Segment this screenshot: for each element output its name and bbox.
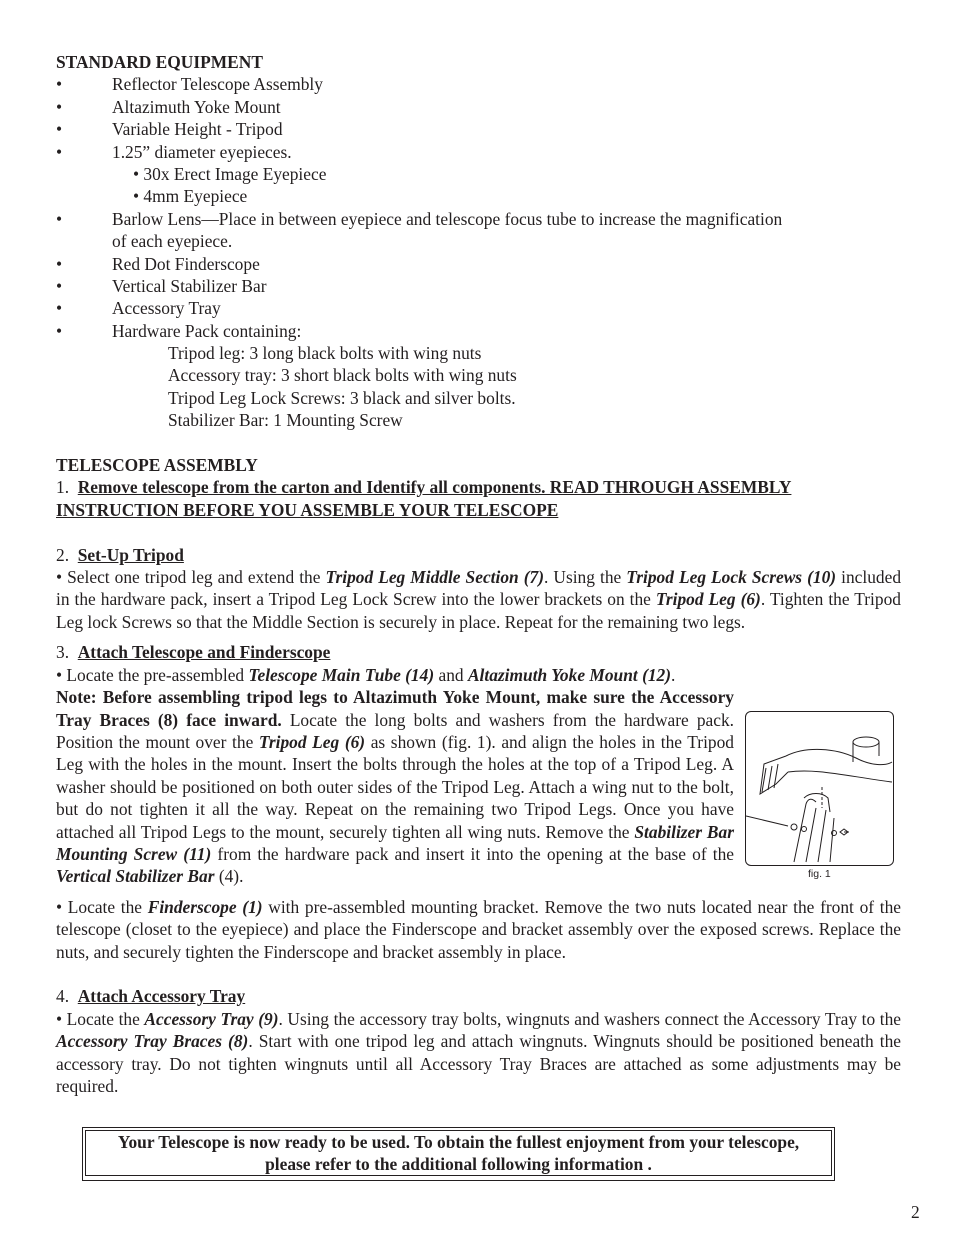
list-item: • Barlow Lens—Place in between eyepiece and telescope focus tube to increase the magnification [56, 208, 783, 229]
list-item: • 1.25” diameter eyepieces. [56, 141, 292, 162]
standard-equipment-heading: STANDARD EQUIPMENT [56, 52, 263, 72]
step-2-title: 2. Set-Up Tripod [56, 544, 184, 565]
finderscope-text: • Locate the Finderscope (1) with pre-assembled mounting bracket. Remove the two nuts located near the front of the telescope (closet to the eyepiece) and place the Finderscope and bracket assembly over the exposed screws. Replace the nuts, and securely tighten the Finderscope and bracket assembly in place. [56, 896, 901, 962]
list-item: • Vertical Stabilizer Bar [56, 275, 267, 296]
step-1: 1. Remove telescope from the carton and Identify all components. READ THROUGH ASSEMBLY [56, 477, 792, 498]
notice-line-1: Your Telescope is now ready to be used. To obtain the fullest enjoyment from your telescope, [117, 1132, 800, 1152]
hardware-item: Accessory tray: 3 short black bolts with wing nuts [168, 365, 517, 386]
list-item: • Red Dot Finderscope [56, 253, 260, 274]
step-2-text: • Select one tripod leg and extend the Tripod Leg Middle Section (7). Using the Tripod Leg Lock Screws (10) included in the hardware pack, insert a Tripod Leg Lock Screw into the lower brackets on the Tripod Leg (6). Tighten the Tripod Leg lock Screws so that the Middle Section is securely in place. Repeat for the remaining two legs. [56, 567, 902, 632]
eyepiece-item: • 30x Erect Image Eyepiece [133, 163, 327, 184]
step-4-text: • Locate the Accessory Tray (9). Using the accessory tray bolts, wingnuts and washers connect the Accessory Tray to the Accessory Tray Braces (8). Start with one tripod leg and attach wingnuts. Wingnuts should be positioned beneath the accessory tray. Do not tighten wingnuts until all Accessory Tray Braces are attached as some adjustments may be required. [56, 1008, 902, 1096]
hardware-item: Tripod leg: 3 long black bolts with wing nuts [168, 343, 482, 364]
eyepiece-item: • 4mm Eyepiece [133, 186, 248, 207]
list-item-continuation: of each eyepiece. [112, 231, 233, 252]
list-item: • Variable Height - Tripod [56, 119, 283, 140]
page-number: 2 [911, 1202, 920, 1222]
step-3-text: • Locate the pre-assembled Telescope Main Tube (14) and Altazimuth Yoke Mount (12). Note: Before assembling tripod legs to Altazimuth Yoke Mount, make sure the Accessory Tray Braces (8) face inward. Locate the long bolts and washers from the hardware pack. Position the mount over the Tripod Leg (6) as shown (fig. 1). and align the holes in the Tripod Leg with the holes in the mount. Insert the bolts through the holes at the top of a Tripod Leg. A washer should be positioned on both outer sides of the Tripod Leg. Attach a wing nut to the bolt, but do not tighten it all the way. Repeat on the remaining two Tripod Legs. Once you have attached all Tripod Legs to the mount, securely tighten all wing nuts. Remove the Stabilizer Bar Mounting Screw (11) from the hardware pack and insert it into the opening at the base of the Vertical Stabilizer Bar (4). [56, 664, 735, 887]
step-3-title: 3. Attach Telescope and Finderscope [56, 642, 331, 663]
figure-1-label: fig. 1 [808, 868, 831, 880]
manual-page [56, 51, 920, 1222]
hardware-item: Stabilizer Bar: 1 Mounting Screw [168, 410, 403, 431]
list-item: • Accessory Tray [56, 298, 221, 319]
tripod-mount-diagram [746, 712, 893, 865]
ready-notice-box [82, 1127, 835, 1181]
list-item: • Altazimuth Yoke Mount [56, 96, 281, 117]
hardware-item: Tripod Leg Lock Screws: 3 black and silver bolts. [168, 387, 516, 408]
figure-1-illustration [745, 711, 894, 866]
list-item: • Reflector Telescope Assembly [56, 74, 323, 95]
step-1-continued: INSTRUCTION BEFORE YOU ASSEMBLE YOUR TELESCOPE [56, 499, 559, 520]
list-item: • Hardware Pack containing: [56, 320, 302, 341]
telescope-assembly-heading: TELESCOPE ASSEMBLY [56, 455, 258, 476]
notice-line-2: please refer to the additional following information . [265, 1154, 652, 1174]
step-4-title: 4. Attach Accessory Tray [56, 986, 246, 1007]
